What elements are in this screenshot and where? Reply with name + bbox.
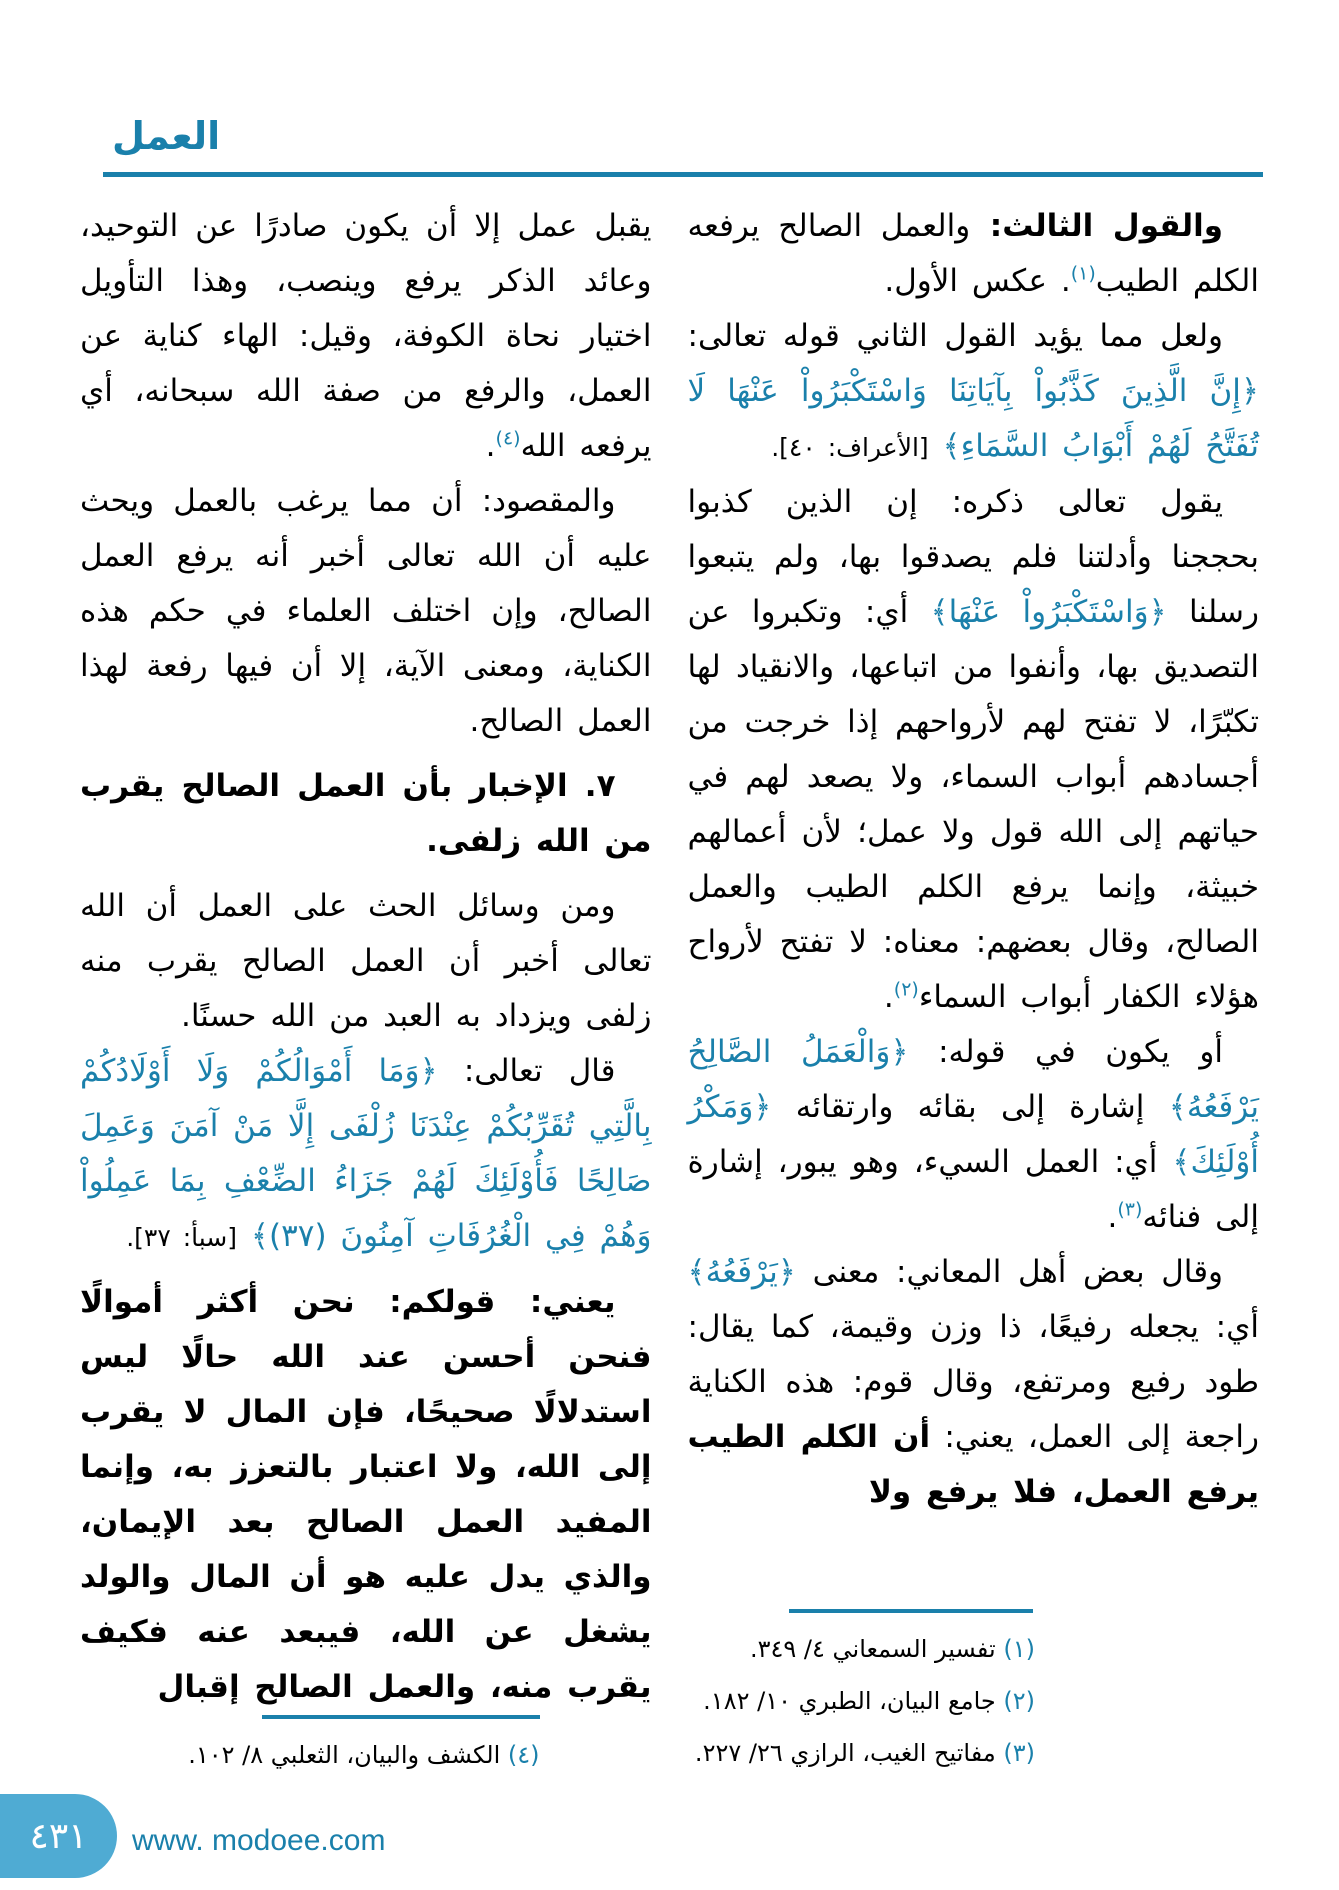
footnote xyxy=(80,1729,540,1781)
footnote-ref: (٣) xyxy=(1117,1198,1143,1221)
footnote-number: (٢) xyxy=(1003,1687,1035,1715)
footnote-ref: (١) xyxy=(1070,262,1096,285)
footnote-number: (١) xyxy=(1003,1635,1035,1663)
text-run: قال تعالى: xyxy=(437,1053,616,1089)
text-run-bold: ٧. الإخبار بأن العمل الصالح يقرب من الله زلفى. xyxy=(80,768,652,859)
footnote-text: جامع البيان، الطبري ١٠/ ١٨٢. xyxy=(703,1687,1004,1715)
footnote-ref: (٢) xyxy=(893,978,919,1001)
text-run-bold: أن الكلم الطيب يرفع العمل، فلا يرفع ولا xyxy=(687,1419,1259,1510)
text-run: يقول تعالى ذكره: إن الذين كذبوا بحججنا وأدلتنا فلم يصدقوا بها، ولم يتبعوا رسلنا xyxy=(687,484,1259,630)
footnote-text: مفاتيح الغيب، الرازي ٢٦/ ٢٢٧. xyxy=(694,1739,1004,1767)
footnote-text: تفسير السمعاني ٤/ ٣٤٩. xyxy=(749,1635,1004,1663)
footnote xyxy=(688,1727,1036,1779)
page-content xyxy=(0,177,1339,1779)
footnote xyxy=(688,1623,1036,1675)
text-run: . xyxy=(883,979,894,1015)
website-url[interactable]: www. modoee.com xyxy=(132,1824,386,1857)
text-run: . xyxy=(1107,1199,1118,1235)
paragraph xyxy=(688,1245,1260,1520)
column-right-text xyxy=(688,199,1260,1520)
paragraph xyxy=(688,309,1260,475)
paragraph xyxy=(688,1025,1260,1245)
text-run: ومن وسائل الحث على العمل أن الله تعالى أخبر أن العمل الصالح يقرب منه زلفى ويزداد به العبد من الله حسنًا. xyxy=(80,888,652,1034)
footnote-list-left xyxy=(80,1729,540,1781)
text-run: يقبل عمل إلا أن يكون صادرًا عن التوحيد، وعائد الذكر يرفع وينصب، وهذا التأويل اختيار نحاة الكوفة، وقيل: الهاء كناية عن العمل، والرفع من صفة الله سبحانه، أي يرفعه الله xyxy=(80,208,652,464)
footnote-separator xyxy=(789,1609,1033,1613)
text-run: أي: العمل السيء، وهو يبور، إشارة إلى فنائه xyxy=(687,1144,1259,1235)
quran-verse: ﴿وَالْعَمَلُ الصَّالِحُ يَرْفَعُهُ﴾ xyxy=(687,1034,1259,1125)
footnote-text: الكشف والبيان، الثعلبي ٨/ ١٠٢. xyxy=(188,1741,508,1769)
surah-reference: [الأعراف: ٤٠]. xyxy=(771,433,929,462)
text-run-bold: يعني: قولكم: نحن أكثر أموالًا فنحن أحسن عند الله حالًا ليس استدلالًا صحيحًا، فإن المال لا يقرب إلى الله، ولا اعتبار بالتعزز به، وإنما المفيد العمل الصالح بعد الإيمان، والذي يدل عليه هو أن المال والولد يشغل عن الله، فيبعد عنه فكيف يقرب منه، والعمل الصالح إقبال xyxy=(80,1284,652,1705)
paragraph xyxy=(80,1275,652,1715)
text-run: والعمل الصالح يرفعه الكلم الطيب xyxy=(687,208,1259,299)
footnotes-left xyxy=(80,1715,652,1781)
footnote-list-right xyxy=(688,1623,1036,1779)
quran-verse: ﴿إِنَّ الَّذِينَ كَذَّبُواْ بِآيَاتِنَا وَاسْتَكْبَرُواْ عَنْهَا لَا تُفَتَّحُ لَهُمْ أَبْوَابُ السَّمَاءِ﴾ xyxy=(687,373,1259,464)
paragraph xyxy=(80,474,652,749)
page-number: ٤٣١ xyxy=(29,1815,88,1857)
text-run: ولعل مما يؤيد القول الثاني قوله تعالى: xyxy=(687,318,1223,354)
footnote-number: (٤) xyxy=(507,1741,540,1769)
text-run: أو يكون في قوله: xyxy=(908,1034,1224,1070)
footnote-number: (٣) xyxy=(1003,1739,1035,1767)
paragraph xyxy=(80,759,652,869)
quran-verse: ﴿وَاسْتَكْبَرُواْ عَنْهَا﴾ xyxy=(908,594,1167,630)
surah-reference: [سبأ: ٣٧]. xyxy=(126,1223,238,1252)
text-run: وقال بعض أهل المعاني: معنى xyxy=(795,1254,1223,1290)
text-run: . عكس الأول. xyxy=(884,263,1071,299)
text-run: أي: وتكبروا عن التصديق بها، وأنفوا من اتباعها، والانقياد لها تكبّرًا، لا تفتح لهم لأرواحهم إذا خرجت من أجسادهم أبواب السماء، ولا يصعد لهم في حياتهم إلى الله قول ولا عمل؛ لأن أعمالهم خبيثة، وإنما يرفع الكلم الطيب والعمل الصالح، وقال بعضهم: معناه: لا تفتح لأرواح هؤلاء الكفار أبواب السماء xyxy=(687,594,1259,1015)
text-run: أي: يجعله رفيعًا، ذا وزن وقيمة، كما يقال: طود رفيع ومرتفع، وقال قوم: هذه الكناية راجعة إلى العمل، يعني: xyxy=(687,1309,1259,1455)
page-number-badge xyxy=(0,1794,117,1878)
text-run-bold: والقول الثالث: xyxy=(970,208,1223,244)
paragraph xyxy=(80,879,652,1044)
paragraph xyxy=(688,475,1260,1025)
footnote-separator xyxy=(262,1715,540,1719)
footnote xyxy=(688,1675,1036,1727)
footnotes-right xyxy=(688,1609,1260,1779)
text-run: . xyxy=(485,428,496,464)
text-run: إشارة إلى بقائه وارتقائه xyxy=(771,1089,1145,1125)
paragraph xyxy=(80,1044,652,1265)
paragraph xyxy=(688,199,1260,309)
column-left-text xyxy=(80,199,652,1715)
column-left xyxy=(80,199,652,1779)
quran-verse: ﴿وَمَا أَمْوَالُكُمْ وَلَا أَوْلَادُكُمْ بِالَّتِي تُقَرِّبُكُمْ عِنْدَنَا زُلْفَى إِلَّا مَنْ آمَنَ وَعَمِلَ صَالِحًا فَأُوْلَئِكَ لَهُمْ جَزَاءُ الضِّعْفِ بِمَا عَمِلُواْ وَهُمْ فِي الْغُرُفَاتِ آمِنُونَ (٣٧)﴾ xyxy=(80,1053,652,1254)
running-title: العمل xyxy=(112,114,221,158)
quran-verse: ﴿يَرْفَعُهُ﴾ xyxy=(687,1254,796,1290)
text-run: والمقصود: أن مما يرغب بالعمل ويحث عليه أن الله تعالى أخبر أنه يرفع العمل الصالح، وإن اختلف العلماء في حكم هذه الكناية، ومعنى الآية، إلا أن فيها رفعة لهذا العمل الصالح. xyxy=(80,483,652,739)
page-header xyxy=(0,0,1339,177)
quran-verse: ﴿وَمَكْرُ أُوْلَئِكَ﴾ xyxy=(687,1089,1259,1180)
footnote-ref: (٤) xyxy=(495,427,521,450)
paragraph xyxy=(80,199,652,474)
column-right xyxy=(688,199,1260,1779)
